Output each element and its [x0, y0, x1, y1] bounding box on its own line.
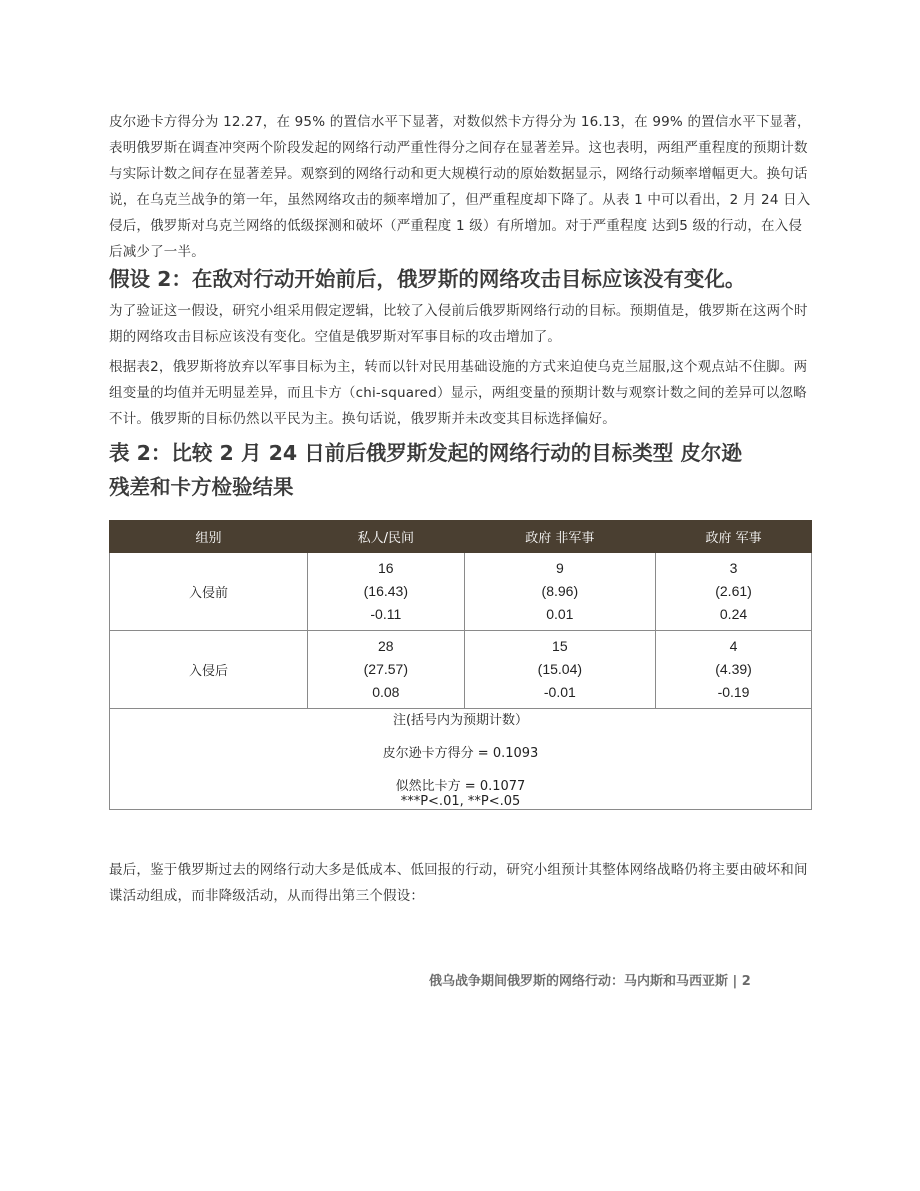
expected-count: (4.39) — [715, 661, 752, 677]
table-cell — [464, 631, 655, 709]
header-government-nonmilitary: 政府 非军事 — [464, 521, 655, 553]
table-header-row — [110, 521, 812, 553]
table-cell — [464, 553, 655, 631]
observed-count: 4 — [729, 638, 738, 654]
pearson-residual: -0.01 — [543, 684, 576, 700]
table-notes — [110, 709, 812, 810]
row-label-post-invasion: 入侵后 — [110, 631, 308, 709]
pearson-residual: -0.19 — [717, 684, 750, 700]
pearson-residual: 0.08 — [372, 684, 400, 700]
note-likelihood-ratio: 似然比卡方 = 0.1077 — [395, 779, 526, 794]
expected-count: (16.43) — [363, 583, 408, 599]
observed-count: 28 — [378, 638, 394, 654]
row-label-pre-invasion: 入侵前 — [110, 553, 308, 631]
table-cell — [656, 631, 812, 709]
note-significance: ***P<.01, **P<.05 — [400, 794, 521, 809]
note-pearson-chi-square: 皮尔逊卡方得分 = 0.1093 — [382, 746, 539, 761]
table-cell — [656, 553, 812, 631]
pearson-residual: -0.11 — [370, 606, 402, 622]
observed-count: 3 — [729, 560, 738, 576]
expected-count: (15.04) — [537, 661, 583, 677]
note-expected-counts: 注(括号内为预期计数） — [392, 713, 529, 728]
table-2 — [109, 520, 812, 810]
pearson-residual: 0.24 — [719, 606, 748, 622]
observed-count: 15 — [552, 638, 568, 654]
table-cell — [308, 553, 465, 631]
pearson-residual: 0.01 — [546, 606, 574, 622]
header-private-civilian: 私人/民间 — [308, 521, 465, 553]
header-government-military: 政府 军事 — [656, 521, 812, 553]
expected-count: (8.96) — [541, 583, 579, 599]
header-group: 组别 — [110, 521, 308, 553]
observed-count: 16 — [378, 560, 394, 576]
table-2-title — [109, 436, 742, 504]
table-2-title-line-1: 表 2：比较 2 月 24 日前后俄罗斯发起的网络行动的目标类型 皮尔逊 — [109, 441, 742, 465]
table-cell — [308, 631, 465, 709]
paragraph-table2-analysis: 根据表2，俄罗斯将放弃以军事目标为主，转而以针对民用基础设施的方式来迫使乌克兰屈服,这个观点站不住脚。两组变量的均值并无明显差异，而且卡方（chi-squared）显示，两组变量的预期计数与观察计数之间的差异可以忽略不计。俄罗斯的目标仍然以平民为主。换句话说，俄罗斯并未改变其目标选择偏好。 — [109, 359, 808, 427]
paragraph-hypothesis-test: 为了验证这一假设，研究小组采用假定逻辑，比较了入侵前后俄罗斯网络行动的目标。预期值是，俄罗斯在这两个时期的网络攻击目标应该没有变化。空值是俄罗斯对军事目标的攻击增加了。 — [109, 303, 808, 345]
paragraph-third-hypothesis-intro: 最后，鉴于俄罗斯过去的网络行动大多是低成本、低回报的行动，研究小组预计其整体网络战略仍将主要由破坏和间谍活动组成，而非降级活动，从而得出第三个假设： — [109, 862, 808, 904]
table-row — [110, 631, 812, 709]
hypothesis-2-heading: 假设 2：在敌对行动开始前后，俄罗斯的网络攻击目标应该没有变化。 — [109, 267, 746, 291]
page-footer: 俄乌战争期间俄罗斯的网络行动：马内斯和马西亚斯 | 2 — [429, 974, 751, 989]
expected-count: (27.57) — [363, 661, 408, 677]
table-row — [110, 553, 812, 631]
table-2-title-line-2: 残差和卡方检验结果 — [109, 475, 294, 499]
observed-count: 9 — [555, 560, 564, 576]
table-notes-row — [110, 709, 812, 810]
expected-count: (2.61) — [715, 583, 752, 599]
paragraph-chi-square-severity: 皮尔逊卡方得分为 12.27，在 95% 的置信水平下显著，对数似然卡方得分为 16.13，在 99% 的置信水平下显著，表明俄罗斯在调查冲突两个阶段发起的网络行动严重性得分之间存在显著差异。这也表明，两组严重程度的预期计数与实际计数之间存在显著差异。观察到的网络行动和更大规模行动的原始数据显示，网络行动频率增幅更大。换句话说，在乌克兰战争的第一年，虽然网络攻击的频率增加了，但严重程度却下降了。从表 1 中可以看出，2 月 24 日入侵后，俄罗斯对乌克兰网络的低级探测和破坏（严重程度 1 级）有所增加。对于严重程度 达到5 级的行动，在入侵后减少了一半。 — [109, 114, 811, 260]
